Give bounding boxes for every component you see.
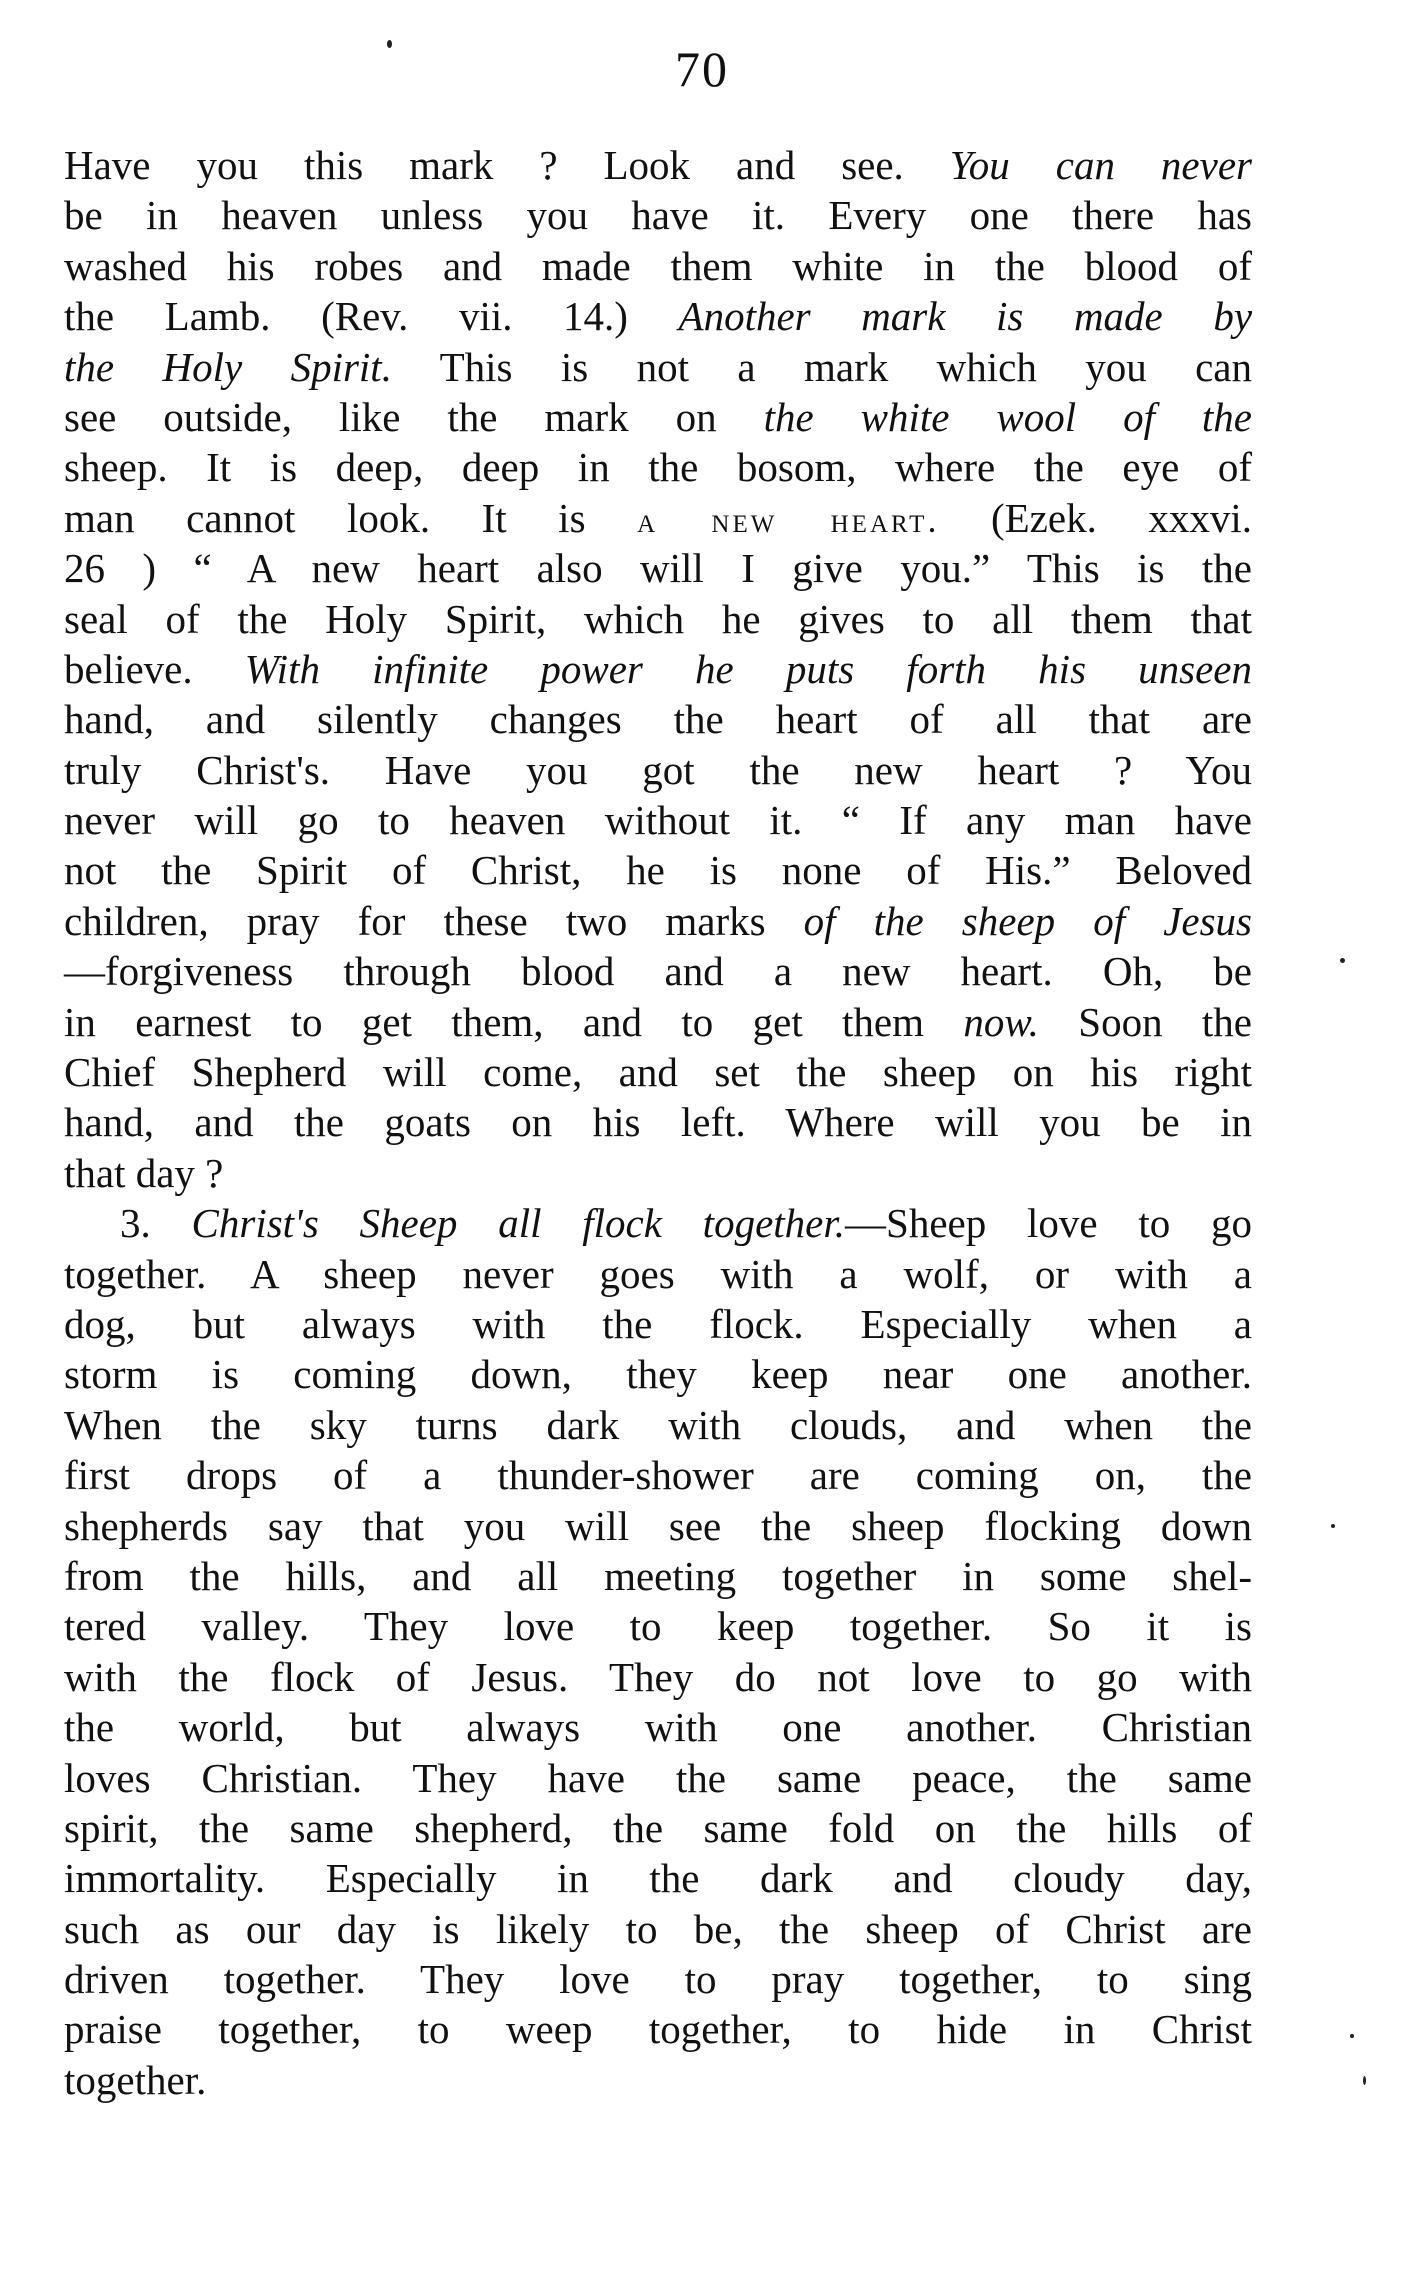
section-number: 3. [120, 1200, 151, 1247]
text-line [64, 896, 1252, 946]
section-heading-line [64, 1198, 1252, 1248]
text-span: immortality. Especially in the dark and cloudy day, [64, 1855, 1252, 1902]
text-span: that day ? [64, 1149, 224, 1196]
text-span: sheep. It is deep, deep in the bosom, where the eye of [64, 444, 1252, 491]
text-line [64, 241, 1252, 291]
text-span: not the Spirit of Christ, he is none of His.” Beloved [64, 847, 1252, 894]
text-line [64, 140, 1252, 190]
text-span: the Lamb. (Rev. vii. 14.) [64, 293, 628, 340]
text-span: —forgiveness through blood and a new heart. Oh, be [64, 948, 1252, 995]
text-span: Have you this mark ? Look and see. [64, 142, 904, 188]
text-line [64, 1097, 1252, 1147]
text-span: Soon the [1078, 998, 1253, 1045]
text-line [64, 2055, 1252, 2105]
text-line [64, 1349, 1252, 1399]
scan-speck [387, 40, 392, 48]
section-heading: Christ's Sheep all flock together. [191, 1200, 846, 1247]
text-span: be in heaven unless you have it. Every one there has [64, 192, 1252, 239]
text-line [64, 594, 1252, 644]
text-span: in earnest to get them, and to get them [64, 998, 925, 1045]
italic-span: the white wool of the [763, 393, 1252, 440]
scan-speck [1350, 2034, 1354, 2038]
text-line [64, 694, 1252, 744]
text-line [64, 644, 1252, 694]
text-line [64, 1652, 1252, 1702]
text-span: together. A sheep never goes with a wolf, or with a [64, 1250, 1252, 1297]
text-span: truly Christ's. Have you got the new heart ? You [64, 746, 1252, 793]
text-span: 26 ) “ A new heart also will I give you.” This is the [64, 545, 1252, 592]
italic-span: now. [963, 998, 1039, 1045]
text-line [64, 392, 1252, 442]
text-span: spirit, the same shepherd, the same fold on the hills of [64, 1804, 1252, 1851]
text-line [64, 1702, 1252, 1752]
text-line [64, 1501, 1252, 1551]
text-span: see outside, like the mark on [64, 393, 717, 440]
text-line [64, 1400, 1252, 1450]
text-line [64, 1954, 1252, 2004]
italic-span: Another mark is made by [678, 293, 1253, 340]
text-line [64, 795, 1252, 845]
text-line [64, 1450, 1252, 1500]
text-span: tered valley. They love to keep together. So it is [64, 1603, 1252, 1650]
text-line [64, 997, 1252, 1047]
text-span: praise together, to weep together, to hide in Christ [64, 2006, 1252, 2053]
text-span: Chief Shepherd will come, and set the sheep on his right [64, 1049, 1252, 1096]
italic-span: the Holy Spirit. [64, 343, 392, 390]
text-line [64, 1601, 1252, 1651]
text-span: believe. [64, 645, 193, 692]
italic-span: You can never [949, 142, 1252, 188]
text-line [64, 946, 1252, 996]
text-span: (Ezek. xxxvi. [990, 494, 1252, 541]
text-span: —Sheep love to go [845, 1200, 1252, 1247]
text-span: When the sky turns dark with clouds, and when the [64, 1401, 1252, 1448]
text-line [64, 1853, 1252, 1903]
scan-speck [1340, 958, 1345, 963]
text-span: man cannot look. It is [64, 494, 586, 541]
text-span: shepherds say that you will see the sheep flocking down [64, 1502, 1252, 1549]
text-line [64, 493, 1252, 543]
text-line [64, 1148, 1252, 1198]
small-caps-span: a new heart. [637, 499, 940, 540]
italic-span: With infinite power he puts forth his unseen [244, 645, 1253, 692]
text-line [64, 2004, 1252, 2054]
text-line [64, 845, 1252, 895]
text-span: with the flock of Jesus. They do not love to go with [64, 1653, 1252, 1700]
scan-speck [1331, 1524, 1335, 1528]
text-line [64, 1249, 1252, 1299]
text-line [64, 543, 1252, 593]
text-line [64, 1803, 1252, 1853]
text-span: washed his robes and made them white in the blood of [64, 242, 1252, 289]
text-span: first drops of a thunder-shower are coming on, the [64, 1452, 1252, 1499]
body-text [64, 140, 1252, 2105]
text-line [64, 190, 1252, 240]
text-line [64, 291, 1252, 341]
text-line [64, 342, 1252, 392]
italic-span: of the sheep of Jesus [803, 897, 1252, 944]
text-line [64, 1047, 1252, 1097]
text-span: never will go to heaven without it. “ If any man have [64, 797, 1252, 844]
text-span: hand, and the goats on his left. Where will you be in [64, 1099, 1252, 1146]
text-span: from the hills, and all meeting together in some shel- [64, 1552, 1252, 1599]
text-span: dog, but always with the flock. Especially when a [64, 1300, 1252, 1347]
text-line [64, 1551, 1252, 1601]
text-line [64, 1299, 1252, 1349]
text-span: the world, but always with one another. Christian [64, 1704, 1252, 1751]
text-span: hand, and silently changes the heart of all that are [64, 696, 1252, 743]
text-line [64, 745, 1252, 795]
text-span: loves Christian. They have the same peace, the same [64, 1754, 1252, 1801]
text-line [64, 442, 1252, 492]
text-span: together. [64, 2056, 207, 2103]
text-span: children, pray for these two marks [64, 897, 766, 944]
text-span: such as our day is likely to be, the sheep of Christ are [64, 1905, 1252, 1952]
text-line [64, 1904, 1252, 1954]
text-span: driven together. They love to pray together, to sing [64, 1956, 1252, 2003]
text-span: seal of the Holy Spirit, which he gives to all them that [64, 595, 1252, 642]
text-line [64, 1753, 1252, 1803]
page-number: 70 [675, 41, 729, 97]
text-span: This is not a mark which you can [439, 343, 1252, 390]
text-span: storm is coming down, they keep near one another. [64, 1351, 1252, 1398]
scan-speck [1363, 2076, 1366, 2085]
